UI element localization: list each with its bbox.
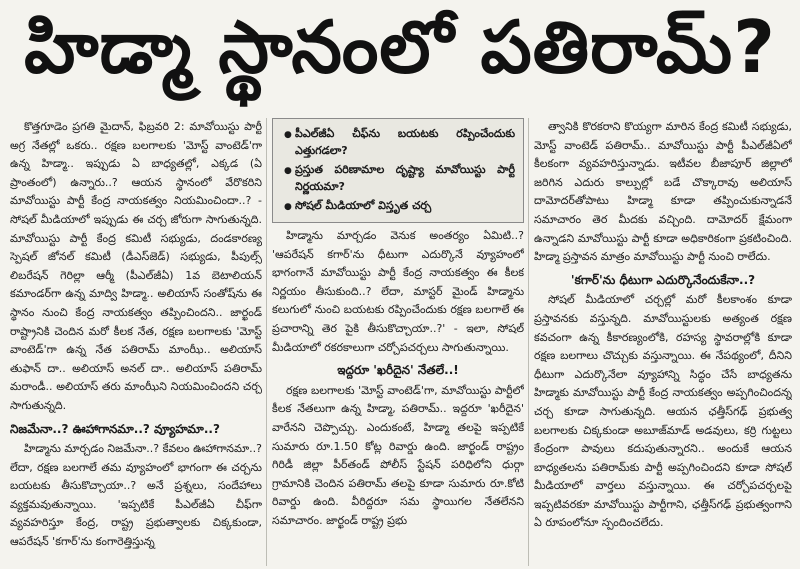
paragraph: సోషల్ మీడియాలో చర్చల్లో మరో కీలకాంశం కూడా ప్రస్తావనకు వస్తున్నది. మావోయిస్టులకు అత్యంత రక్షణ కవచంగా ఉన్న కీకారణ్యంలోకి, రహస్య స్థావరాల్లోకి కూడా రక్షణ బలగాలు చొచ్చుకు వస్తున్నాయి. ఈ నేపథ్యంలో, దీనిని ధీటుగా ఎదుర్కొనేలా వ్యూహాన్ని సిద్ధం చేసే బాధ్యతను హిడ్మాకు మావోయిస్టు పార్టీ కేంద్ర నాయకత్వం అప్పగించిందన్న చర్చ కూడా సాగుతున్నది. ఆయన ఛత్తీస్‌గఢ్ ప్రభుత్వ బలగాలకు చిక్కకుండా అబూజ్‌మాడ్ అడవులు, కర్రి గుట్టలు కేంద్రంగా పావులు కదుపుతున్నారని.. అందుకే ఆయన బాధ్యతలను పతిరామ్‌కు పార్టీ అప్పగించిందని కూడా సోషల్ మీడియాలో వార్తలు వస్తున్నాయి. ఈ చర్చోపచర్చలపై ఇప్పటివరకూ మావోయిస్టు పార్టీగాని, ఛత్తీస్‌గఢ్ ప్రభుత్వంగాని ఏ రూపంలోనూ స్పందించలేదు. [534,293,792,530]
subheading: ఇద్దరూ 'ఖరీదైన' నేతలే..! [337,363,459,378]
subheading: 'కగార్'ను ధీటుగా ఎదుర్కొనేందుకేనా..? [570,272,756,287]
article-column-1 [10,118,262,568]
highlight-item: • పీఎల్‌జీఏ చీఫ్‌ను బయటకు రప్పించేందుకు ఎత్తుగడలా? [295,125,515,159]
article-column-3 [534,118,792,568]
column-divider [528,118,529,566]
headline: హిడ్మా స్థానంలో పతిరామ్? [24,5,776,89]
paragraph: హిడ్మాను మార్చడం వెనుక అంతర్యం ఏమిటి..? 'ఆపరేషన్ కగార్'ను ధీటుగా ఎదుర్కొనే వ్యూహంలో భాగంగానే మావోయిస్టు పార్టీ కేంద్ర నాయకత్వం ఈ కీలక నిర్ణయం తీసుకుంది..? లేదా, మాస్టర్ మైండ్ హిడ్మాను కలుగులో నుంచి బయటకు రప్పించేందుకు రక్షణ బలగాలే ఈ ప్రచారాన్ని తెర పైకి తీసుకొచ్చాయా..?' - ఇలా, సోషల్ మీడియాలో రకరకాలుగా చర్చోపచర్చలు సాగుతున్నాయి. [272,229,524,354]
paragraph: రక్షణ బలగాలకు 'మోస్ట్ వాంటెడ్'గా, మావోయిస్టు పార్టీలో కీలక నేతలుగా ఉన్న హిడ్మా, పతిరామ్.. ఇద్దరూ 'ఖరీదైన' వారేనని చెప్పొచ్చు. ఎందుకంటే, హిడ్మా తలపై ఇప్పటికే సుమారు రూ.1.50 కోట్ల రివార్డు ఉంది. జార్ఖండ్ రాష్ట్రం గిరిడీ జిల్లా పీర్‌తండ్ పోలీస్ స్టేషన్ పరిధిలోని ధుర్గా గ్రామానికి చెందిన పతిరామ్ తలపై కూడా సుమారు రూ.కోటి రివార్డు ఉంది. వీరిద్దరూ సమ స్థాయిగల నేతలేనని సమాచారం. జార్ఖండ్ రాష్ట్ర ప్రభు [272,383,524,527]
paragraph: త్వానికి కొరకరాని కొయ్యగా మారిన కేంద్ర కమిటీ సభ్యుడు, మోస్ట్ వాంటెడ్ పతిరామ్.. మావోయిస్టు పార్టీ పీఎల్‌జీఏలో కీలకంగా వ్యవహరిస్తున్నాడు. ఇటీవల బీజాపూర్ జిల్లాలో జరిగిన ఎదురు కాల్పుల్లో బడే చొక్కారావు అలియాస్ దామోదర్‌తోపాటు హిడ్మా కూడా తప్పించుకున్నాడనే సమాచారం తెర మీదకు వచ్చింది. దామోదర్ క్షేమంగా ఉన్నాడని మావోయిస్టు పార్టీ కూడా అధికారికంగా ప్రకటించింది. హిడ్మా ప్రస్తావన మాత్రం మావోయిస్టు పార్టీ నుంచి రాలేదు. [534,120,792,264]
article-column-2 [272,118,524,568]
highlight-box [272,118,524,223]
highlight-item: • సోషల్ మీడియాలో విస్తృత చర్చ [295,197,515,214]
column-divider [266,118,267,566]
paragraph: హిడ్మాను మార్చడం నిజమేనా..? కేవలం ఊహాగానమా..? లేదా, రక్షణ బలగాలే తమ వ్యూహంలో భాగంగా ఈ చర్చను బయటకు తీసుకొచ్చాయా..? అనే ప్రశ్నలు, సందేహాలు వ్యక్తమవుతున్నాయి. 'ఇప్పటికే పీఎల్‌జీఏ చీఫ్‌గా వ్యవహరిస్తూ కేంద్ర, రాష్ట్ర ప్రభుత్వాలకు చిక్కకుండా, ఆపరేషన్ 'కగార్'ను కంగారెత్తిస్తున్న [10,442,262,549]
subheading: నిజమేనా..? ఊహాగానమా..? వ్యూహమా..? [10,421,220,436]
paragraph: కొత్తగూడెం ప్రగతి మైదాన్, ఫిబ్రవరి 2: మావోయిస్టు పార్టీ అగ్ర నేతల్లో ఒకరు.. రక్షణ బలగాలకు 'మోస్ట్ వాంటెడ్'గా ఉన్న హిడ్మా.. ఇప్పుడు ఏ బాధ్యతల్లో, ఎక్కడ (ఏ ప్రాంతంలో) ఉన్నారు..? ఆయన స్థానంలో వేరొకరిని మావోయిస్టు పార్టీ కేంద్ర నాయకత్వం నియమించిందా..? - సోషల్ మీడియాలో ఇప్పుడు ఈ చర్చ జోరుగా సాగుతున్నది. మావోయిస్టు పార్టీ కేంద్ర కమిటీ సభ్యుడు, దండకారణ్య స్పెషల్ జోనల్ కమిటీ (డీఎస్‌జెడ్) సభ్యుడు, పీపుల్స్ లిబరేషన్ గెరిల్లా ఆర్మీ (పీఎల్‌జీఏ) 1వ బెటాలియన్ కమాండర్‌గా ఉన్న మాద్వి హిడ్మా.. అలియాస్ సంతోష్‌ను ఈ స్థానం నుంచి కేంద్ర నాయకత్వం తప్పించిందని.. జార్ఖండ్ రాష్ట్రానికి చెందిన మరో కీలక నేత, రక్షణ బలగాలకు 'మోస్ట్ వాంటెడ్'గా ఉన్న నేత పతిరామ్ మాంఝీ.. అలియాస్ తుఫాన్ దా.. అలియాస్ అనల్ దా.. అలియాస్ పతిరామ్ మరాండీ.. అలియాస్ తరు మాంఝీని నియమించిందని చర్చ సాగుతున్నది. [10,120,262,412]
highlight-item: • ప్రస్తుత పరిణామాల దృష్ట్యా మావోయిస్టు పార్టీ నిర్ణయమా? [295,161,515,195]
